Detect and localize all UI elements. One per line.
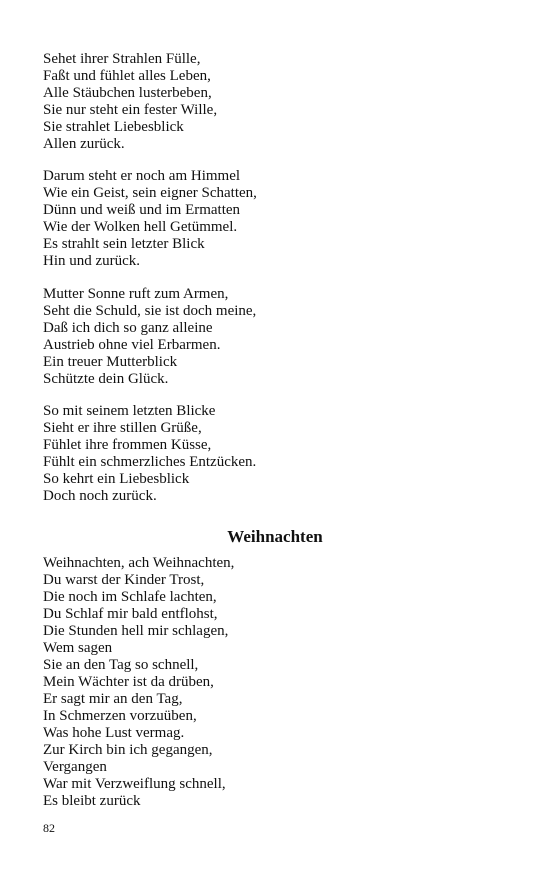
poem-line: Sehet ihrer Strahlen Fülle, (43, 51, 201, 67)
poem-line: Sie nur steht ein fester Wille, (43, 102, 218, 118)
poem-line: Es bleibt zurück (43, 793, 141, 809)
poem-line: Er sagt mir an den Tag, (43, 691, 183, 707)
poem-line: Weihnachten, ach Weihnachten, (43, 555, 235, 571)
poem-line: Du Schlaf mir bald entflohst, (43, 606, 218, 622)
stanza-1 (43, 51, 483, 153)
poem-line: Es strahlt sein letzter Blick (43, 236, 205, 252)
poem-line: Du warst der Kinder Trost, (43, 572, 205, 588)
poem-line: Fühlet ihre frommen Küsse, (43, 437, 212, 453)
stanza-4 (43, 403, 483, 505)
poem-line: Sie an den Tag so schnell, (43, 657, 199, 673)
stanza-3 (43, 286, 483, 388)
poem-line: Mein Wächter ist da drüben, (43, 674, 214, 690)
poem-line: Die Stunden hell mir schlagen, (43, 623, 229, 639)
poem-line: Daß ich dich so ganz alleine (43, 320, 213, 336)
poem-line: Sieht er ihre stillen Grüße, (43, 420, 202, 436)
poem-line: Hin und zurück. (43, 253, 141, 269)
poem-line: Wem sagen (43, 640, 113, 656)
poem-line: Mutter Sonne ruft zum Armen, (43, 286, 229, 302)
poem-line: Darum steht er noch am Himmel (43, 168, 241, 184)
poem-line: Fühlt ein schmerzliches Entzücken. (43, 454, 257, 470)
stanza-2 (43, 168, 483, 270)
poem-line: Wie ein Geist, sein eigner Schatten, (43, 185, 257, 201)
poem-title: Weihnachten (227, 527, 323, 546)
poem-line: Ein treuer Mutterblick (43, 354, 178, 370)
poem-line: Allen zurück. (43, 136, 125, 152)
poem-line: Sie strahlet Liebesblick (43, 119, 184, 135)
poem-line: Faßt und fühlet alles Leben, (43, 68, 211, 84)
poem-line: Die noch im Schlafe lachten, (43, 589, 217, 605)
poem-line: Austrieb ohne viel Erbarmen. (43, 337, 221, 353)
poem-line: So kehrt ein Liebesblick (43, 471, 190, 487)
poem-line: Wie der Wolken hell Getümmel. (43, 219, 238, 235)
page-number: 82 (43, 821, 55, 835)
poem-line: War mit Verzweiflung schnell, (43, 776, 226, 792)
poem-line: Doch noch zurück. (43, 488, 157, 504)
stanza-weihnachten (43, 555, 483, 810)
poem-line: Dünn und weiß und im Ermatten (43, 202, 241, 218)
poem-line: So mit seinem letzten Blicke (43, 403, 216, 419)
poem-line: Was hohe Lust vermag. (43, 725, 185, 741)
poem-line: Alle Stäubchen lusterbeben, (43, 85, 212, 101)
poem-line: Seht die Schuld, sie ist doch meine, (43, 303, 257, 319)
poem-line: Vergangen (43, 759, 107, 775)
poem-line: Zur Kirch bin ich gegangen, (43, 742, 213, 758)
poem-line: In Schmerzen vorzuüben, (43, 708, 197, 724)
poem-line: Schützte dein Glück. (43, 371, 169, 387)
